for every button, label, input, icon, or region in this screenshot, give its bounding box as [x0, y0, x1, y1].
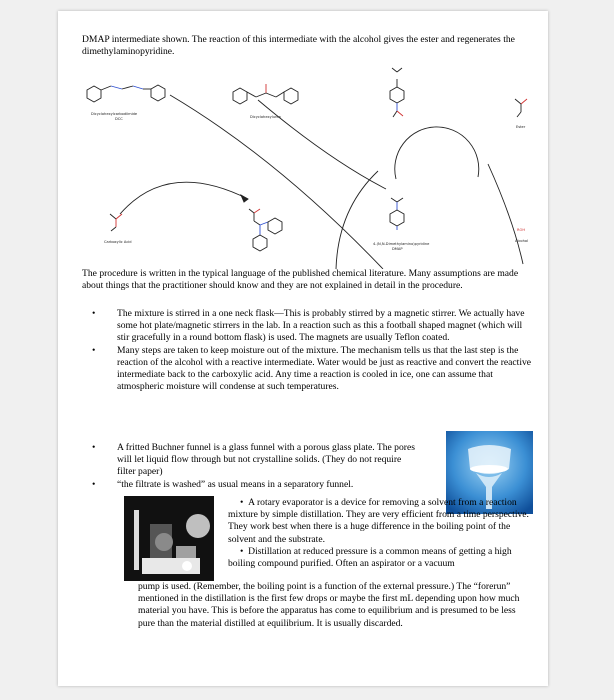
dcc-abbr-label: DCC: [115, 117, 123, 121]
urea-structure: [233, 84, 298, 104]
bullet-text: A fritted Buchner funnel is a glass funnel with a porous glass plate. The pores will let liquid flow through but not crystalline solids. (They do not require filter paper): [117, 442, 415, 478]
acylpyridinium-structure: [390, 68, 404, 117]
alcohol-label: Alcohol: [515, 239, 529, 243]
document-page: [58, 11, 548, 686]
bullet-symbol: •: [92, 344, 96, 356]
dcc-name-label: Dicyclohexylcarbodiimide: [91, 112, 138, 116]
sub-bullet-text: A rotary evaporator is a device for removing a solvent from a reaction mixture by simple distillation. They are very efficient from a time perspective. They work best when there is a huge difference in the boiling point of the solvent and the substrate.: [228, 497, 529, 545]
bullet-text: The mixture is stirred in a one neck flask—This is probably stirred by a magnetic stirrer. We actually have some hot plate/magnetic stirrers in the lab. In a reaction such as this a football shaped magnet (which will stir gracefully in a round bottom flask) is used. The magnets are usually Teflon coated.: [117, 308, 525, 344]
dmap-structure: [390, 198, 404, 230]
roh-label: ROH: [517, 228, 526, 232]
procedure-paragraph: The procedure is written in the typical language of the published chemical literature. Many assumptions are made about things that the practitioner should know and they are not explained in detail in the procedure.: [82, 268, 519, 292]
bullet-item-moisture: [82, 345, 532, 394]
bullet-item-washed: [82, 479, 417, 491]
reaction-scheme-diagram: [78, 59, 533, 269]
rotary-evaporator-photo: [124, 496, 214, 581]
bullet-item-funnel: [82, 442, 417, 479]
dmap-name-label: 4-(N,N-Dimethylamino)pyridine: [373, 242, 430, 246]
bullet-list-washed: [82, 479, 417, 491]
bullet-text: “the filtrate is washed” as usual means in a separatory funnel.: [117, 479, 354, 490]
sub-bullet-distillation: [228, 546, 533, 570]
dmap-abbr-label: DMAP: [392, 247, 403, 251]
bullet-symbol: •: [240, 545, 244, 557]
bullet-list: [82, 308, 532, 393]
sub-bullet-rotovap: [228, 497, 533, 546]
sub-bullet-text: Distillation at reduced pressure is a common means of getting a high boiling compound purified. Often an aspirator or a vacuum: [228, 545, 512, 570]
dcc-structure: [87, 85, 165, 102]
o-acylisourea-structure: [249, 209, 282, 251]
bullet-item-stirring: [82, 308, 532, 345]
carboxylic-acid-label: Carboxylic Acid: [104, 240, 132, 244]
bullet-list-funnel: [82, 442, 417, 479]
bullet-symbol: •: [240, 497, 244, 508]
bullet-symbol: •: [92, 479, 96, 490]
ester-label: Ester: [516, 125, 526, 129]
sub-bullet-block: [228, 497, 533, 570]
bullet-symbol: •: [92, 308, 96, 319]
bullet-text: Many steps are taken to keep moisture out of the mixture. The mechanism tells us that the last step is the reaction of the alcohol with a reactive intermediate. Water would be just as reactive and convert the reactive intermediate back to the carboxylic acid. Any time a reaction is cooled in ice, one can assume that atmospheric moisture will condense at such temperatures.: [117, 344, 532, 393]
intro-paragraph: DMAP intermediate shown. The reaction of this intermediate with the alcohol gives the ester and regenerates the dimethylaminopyridine.: [82, 34, 515, 58]
bullet-symbol: •: [92, 442, 96, 453]
carboxylic-acid-structure: [110, 214, 122, 231]
ester-structure: [515, 99, 527, 117]
urea-label: Dicyclohexylurea: [250, 115, 281, 119]
tail-paragraph: pump is used. (Remember, the boiling point is a function of the external pressure.) The “forerun” mentioned in the distillation is the first few drops or maybe the first mL depending upon how much material you have. This is before the apparatus has come to equilibrium and is presumed to be less pure than the material distilled at equilibrium. It is usually discarded.: [138, 581, 520, 629]
